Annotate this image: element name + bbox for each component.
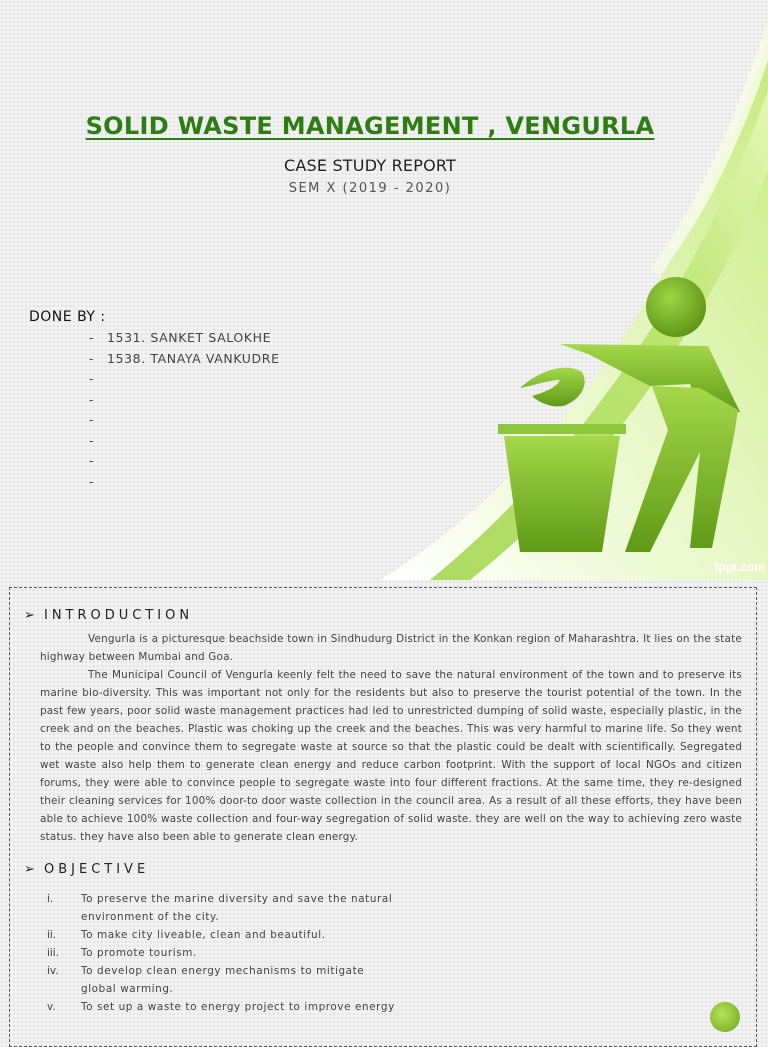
member-item: - (89, 391, 95, 407)
member-item: - (89, 371, 95, 386)
paragraph: The Municipal Council of Vengurla keenly felt the need to save the natural environment of the town and to preserve its marine bio-diversity. This was important not only for the residents but also to preserve the tourist potential of the town. In the past few years, poor solid waste management practices had led to unrestricted dumping of solid waste, especially plastic, in the creek and on the beaches. Plastic was choking up the creek and the beaches. This was very harmful to marine life. So they went to the people and convince them to segregate waste at source so that the plastic could be dealt with scientifically. Segregated wet waste also help them to generate clean energy and reduce carbon footprint. With the support of local NGOs and citizen forums, they were able to convince people to segregate waste into four different fractions. At the same time, they re-designed their cleaning services for 100% door-to door waste collection in the council area. As a result of all these efforts, they have been able to achieve 100% waste collection and four-way segregation of solid waste. they are well on the way to achieving zero waste status. they have also been able to generate clean energy. (40, 669, 742, 843)
report-body (9, 587, 757, 1047)
member-item: - 1538. TANAYA VANKUDRE (89, 350, 280, 366)
list-item: iv. To develop clean energy mechanisms to mitigate global warming. (47, 965, 365, 995)
member-item: - (89, 473, 95, 489)
arrow-bullet-icon: ➢ (24, 862, 35, 877)
list-item: i. To preserve the marine diversity and save the natural environment of the city. (47, 893, 393, 923)
member-item: - (89, 412, 95, 427)
done-by-label: DONE BY : (29, 309, 106, 325)
member-item: - (89, 453, 95, 468)
report-subtitle: CASE STUDY REPORT (283, 156, 456, 175)
member-item: - (89, 432, 95, 448)
paragraph: Vengurla is a picturesque beachside town in Sindhudurg District in the Konkan region of Maharashtra. It lies on the state highway between Mumbai and Goa. (40, 633, 742, 663)
member-item: - 1531. SANKET SALOKHE (89, 330, 272, 345)
objective-heading: ➢ OBJECTIVE (24, 862, 150, 877)
report-title: SOLID WASTE MANAGEMENT , VENGURLA (85, 112, 655, 140)
introduction-text (40, 630, 742, 846)
introduction-heading: ➢ INTRODUCTION (24, 608, 194, 623)
list-item: iii. To promote tourism. (47, 947, 197, 959)
watermark: fppt.com (714, 560, 765, 574)
decorative-circle (710, 1002, 740, 1032)
list-item: v. To set up a waste to energy project to improve energy (47, 1001, 395, 1013)
objective-list (40, 890, 400, 1016)
members-list (89, 330, 280, 494)
list-item: ii. To make city liveable, clean and beautiful. (47, 929, 326, 941)
arrow-bullet-icon: ➢ (24, 608, 35, 623)
semester-label: SEM X (2019 - 2020) (288, 181, 452, 196)
